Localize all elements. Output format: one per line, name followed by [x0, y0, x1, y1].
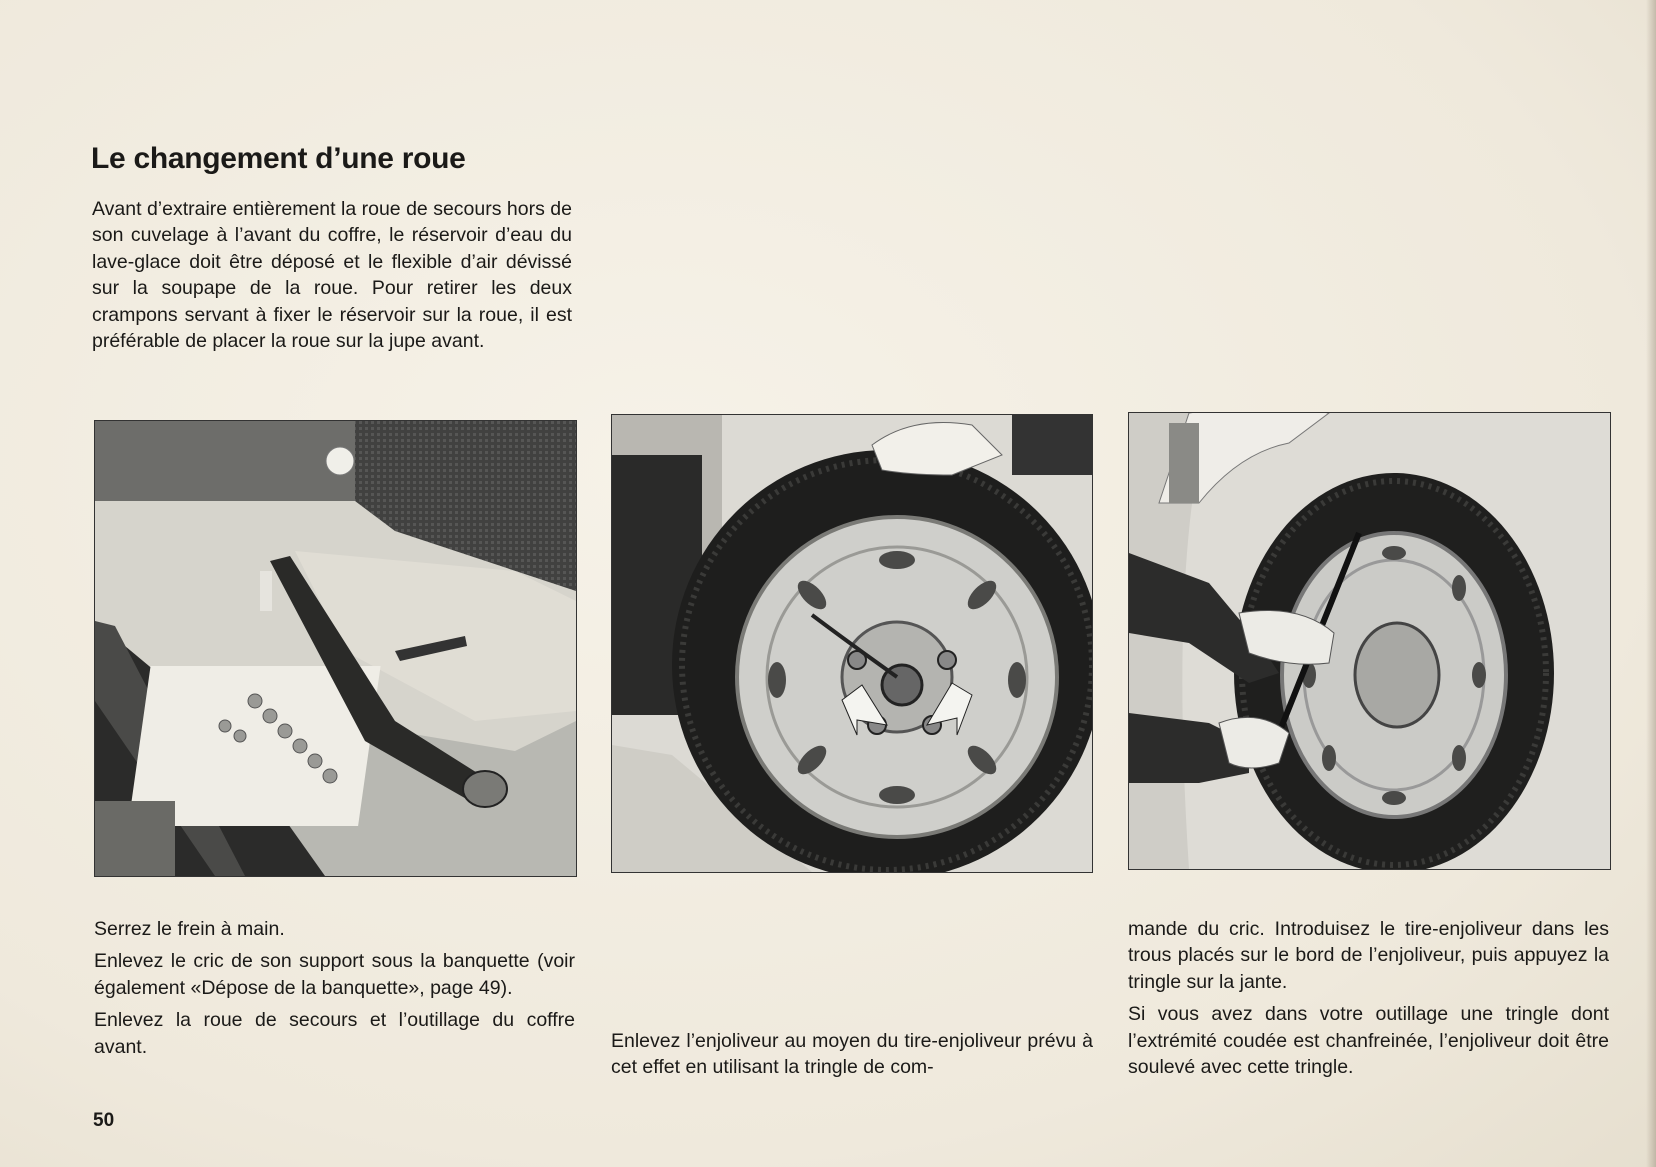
intro-paragraph: Avant d’extraire entièrement la roue de secours hors de son cuvelage à l’avant du coffre, le réservoir d’eau du lave-glace doit être déposé et le flexible d’air dévissé sur la soupape de la roue. Pour retirer les deux crampons servant à fixer le réservoir sur la roue, il est préférable de placer la roue sur la jupe avant. — [92, 198, 572, 353]
instruction-paragraph: Si vous avez dans votre outillage une tringle dont l’extrémité coudée est chanfreinée, l’enjoliveur doit être soulevé avec cette tringle. — [1128, 1003, 1609, 1079]
instruction-paragraph: Enlevez la roue de secours et l’outillage du coffre avant. — [94, 1009, 575, 1058]
instruction-paragraph: Enlevez le cric de son support sous la banquette (voir également «Dépose de la banquette», page 49). — [94, 950, 575, 999]
right-column-text — [1128, 916, 1609, 1086]
removing-hubcap-photo — [1128, 412, 1611, 870]
instruction-paragraph: Enlevez l’enjoliveur au moyen du tire-enjoliveur prévu à cet effet en utilisant la tringle de com- — [611, 1030, 1093, 1079]
left-column-text — [94, 916, 575, 1066]
instruction-paragraph: mande du cric. Introduisez le tire-enjoliveur dans les trous placés sur le bord de l’enjoliveur, puis appuyez la tringle sur la jante. — [1128, 918, 1609, 993]
jack-and-battery-in-front-trunk-photo — [94, 420, 577, 877]
instruction-paragraph: Serrez le frein à main. — [94, 918, 285, 940]
page-number: 50 — [93, 1110, 115, 1131]
middle-column-text — [611, 1028, 1093, 1087]
page-binding-shadow — [1646, 0, 1656, 1167]
spare-wheel-with-arrows-photo — [611, 414, 1093, 873]
page-title: Le changement d’une roue — [91, 142, 466, 175]
